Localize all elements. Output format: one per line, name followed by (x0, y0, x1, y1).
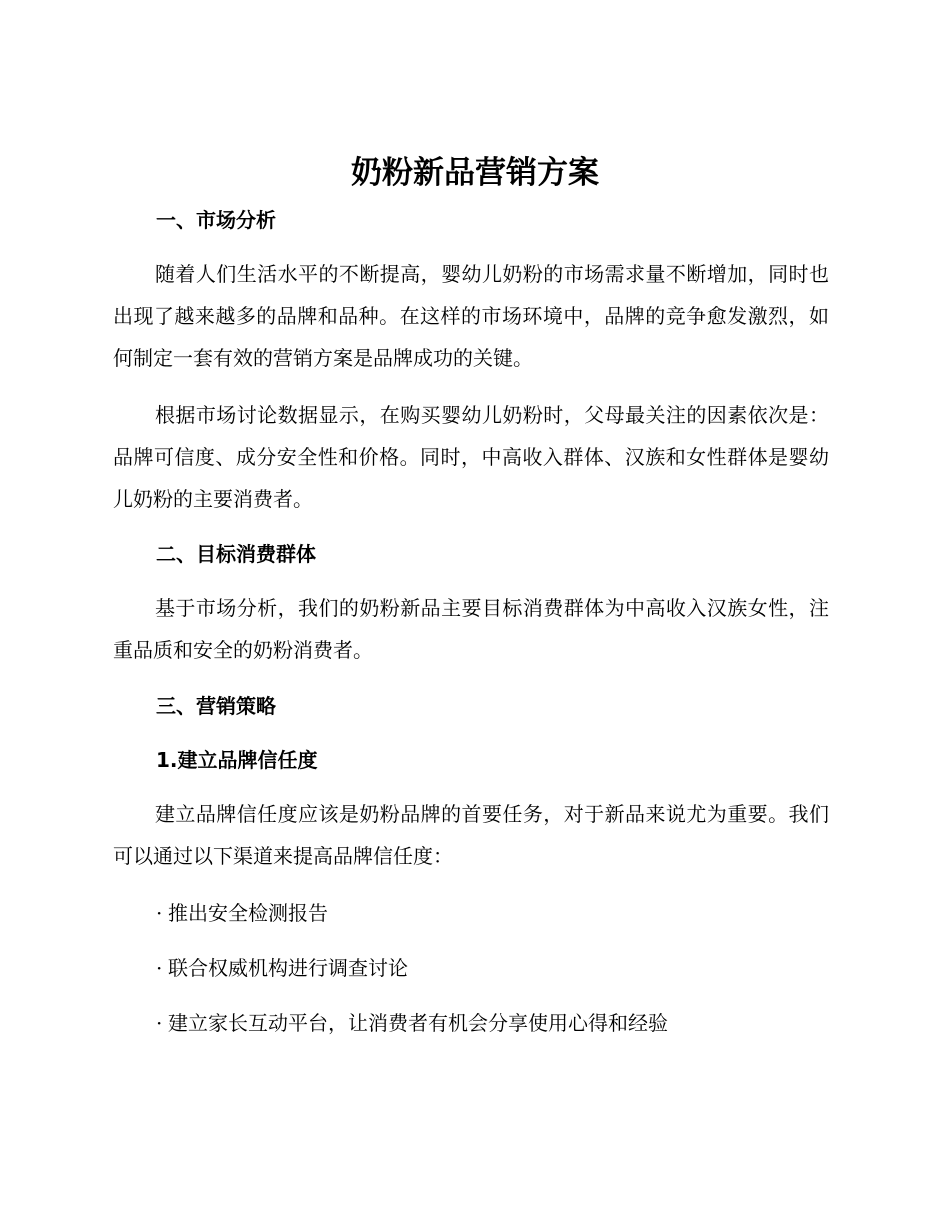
section-heading-marketing-strategy: 三、营销策略 (156, 694, 276, 718)
bullet-marker: · (156, 956, 163, 980)
paragraph-brand-trust: 建立品牌信任度应该是奶粉品牌的首要任务，对于新品来说尤为重要。我们可以通过以下渠道来提高品牌信任度： (113, 802, 829, 868)
list-item (156, 1009, 668, 1037)
paragraph-target-consumers: 基于市场分析，我们的奶粉新品主要目标消费群体为中高收入汉族女性，注重品质和安全的奶粉消费者。 (113, 596, 829, 662)
list-item-text: 联合权威机构进行调查讨论 (168, 956, 408, 980)
subsection-heading-brand-trust: 1.建立品牌信任度 (156, 748, 318, 772)
section-heading-target-consumers: 二、目标消费群体 (156, 542, 316, 566)
list-item-text: 建立家长互动平台，让消费者有机会分享使用心得和经验 (168, 1011, 668, 1035)
paragraph-market-data: 根据市场讨论数据显示，在购买婴幼儿奶粉时，父母最关注的因素依次是：品牌可信度、成分安全性和价格。同时，中高收入群体、汉族和女性群体是婴幼儿奶粉的主要消费者。 (113, 403, 829, 511)
bullet-marker: · (156, 1011, 163, 1035)
section-heading-market-analysis: 一、市场分析 (156, 208, 276, 232)
document-title: 奶粉新品营销方案 (351, 155, 599, 191)
list-item (156, 899, 328, 927)
list-item-text: 推出安全检测报告 (168, 901, 328, 925)
paragraph-market-intro: 随着人们生活水平的不断提高，婴幼儿奶粉的市场需求量不断增加，同时也出现了越来越多的品牌和品种。在这样的市场环境中，品牌的竞争愈发激烈，如何制定一套有效的营销方案是品牌成功的关键。 (113, 262, 829, 370)
bullet-marker: · (156, 901, 163, 925)
list-item (156, 954, 408, 982)
